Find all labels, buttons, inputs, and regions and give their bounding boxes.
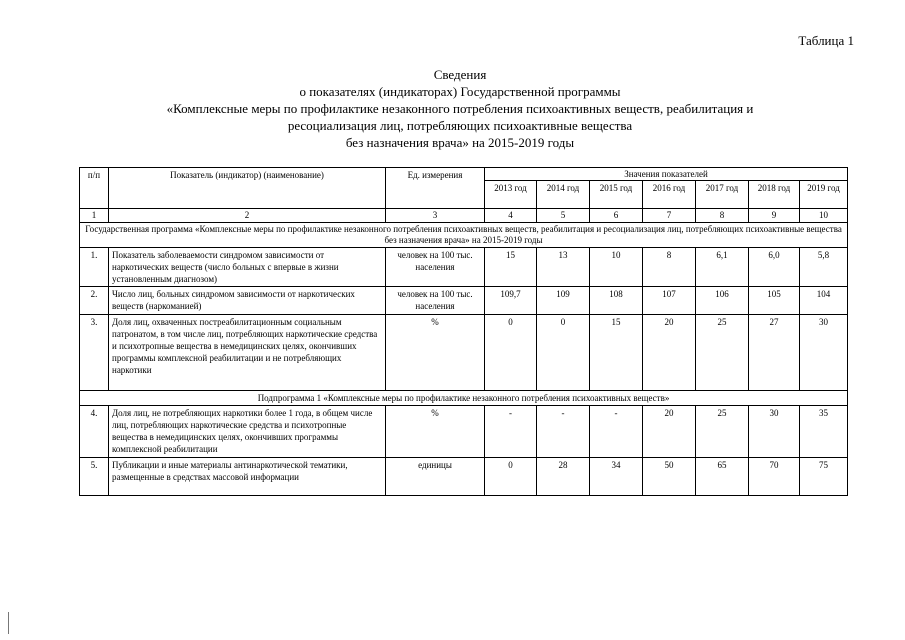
row-number: 1. (80, 248, 109, 287)
row-value-2015: 10 (590, 248, 643, 287)
row-value-2019: 104 (800, 287, 848, 315)
row-value-2019: 75 (800, 458, 848, 496)
heading-line-5: без назначения врача» на 2015-2019 годы (345, 135, 575, 150)
row-unit: человек на 100 тыс. населения (386, 287, 485, 315)
row-number: 3. (80, 315, 109, 391)
header-num: п/п (80, 168, 109, 209)
row-value-2017: 6,1 (696, 248, 749, 287)
row-value-2015: 34 (590, 458, 643, 496)
row-unit: единицы (386, 458, 485, 496)
row-unit: % (386, 315, 485, 391)
header-year-2017: 2017 год (696, 181, 749, 209)
row-value-2017: 25 (696, 406, 749, 458)
subprogram-title-row (80, 391, 848, 406)
row-indicator: Доля лиц, не потребляющих наркотики более 1 года, в общем числе лиц, потребляющих наркотические средства и психотропные вещества в немедицинских целях, окончивших программы комплексной реабилитации (109, 406, 386, 458)
row-value-2014: 13 (537, 248, 590, 287)
column-number: 6 (590, 209, 643, 223)
header-year-2013: 2013 год (485, 181, 537, 209)
column-number: 2 (109, 209, 386, 223)
header-indicator: Показатель (индикатор) (наименование) (109, 168, 386, 209)
row-value-2015: 108 (590, 287, 643, 315)
header-unit: Ед. измерения (386, 168, 485, 209)
subprogram-title: Подпрограмма 1 «Комплексные меры по профилактике незаконного потребления психоактивных веществ» (80, 391, 848, 406)
row-value-2014: 28 (537, 458, 590, 496)
row-value-2016: 20 (643, 315, 696, 391)
program-title-row (80, 223, 848, 248)
row-value-2017: 25 (696, 315, 749, 391)
header-values-group: Значения показателей (485, 168, 848, 181)
row-value-2018: 70 (749, 458, 800, 496)
heading-line-2: о показателях (индикаторах) Государственной программы (299, 84, 621, 99)
heading-line-4: ресоциализация лиц, потребляющих психоактивные вещества (287, 118, 633, 133)
table-row (80, 406, 848, 458)
row-value-2019: 35 (800, 406, 848, 458)
row-value-2018: 105 (749, 287, 800, 315)
row-value-2018: 27 (749, 315, 800, 391)
row-indicator: Доля лиц, охваченных постреабилитационным социальным патронатом, в том числе лиц, потребляющих наркотические средства и психотропные вещества в немедицинских целях, окончивших программы комплексной реабилитации и не потребляющих наркотики (109, 315, 386, 391)
row-value-2018: 6,0 (749, 248, 800, 287)
row-value-2019: 5,8 (800, 248, 848, 287)
row-value-2015: - (590, 406, 643, 458)
row-value-2013: 15 (485, 248, 537, 287)
row-value-2017: 106 (696, 287, 749, 315)
row-value-2014: 109 (537, 287, 590, 315)
column-number-row (80, 209, 848, 223)
row-value-2017: 65 (696, 458, 749, 496)
column-number: 10 (800, 209, 848, 223)
heading-line-3: «Комплексные меры по профилактике незаконного потребления психоактивных веществ, реабилитация и (166, 101, 754, 116)
row-unit: человек на 100 тыс. населения (386, 248, 485, 287)
header-year-2018: 2018 год (749, 181, 800, 209)
row-value-2016: 20 (643, 406, 696, 458)
row-value-2013: 0 (485, 315, 537, 391)
header-year-2016: 2016 год (643, 181, 696, 209)
row-value-2013: - (485, 406, 537, 458)
row-number: 2. (80, 287, 109, 315)
table-row (80, 287, 848, 315)
header-year-2014: 2014 год (537, 181, 590, 209)
row-value-2018: 30 (749, 406, 800, 458)
table-row (80, 248, 848, 287)
column-number: 1 (80, 209, 109, 223)
heading-line-1: Сведения (433, 67, 487, 82)
row-number: 5. (80, 458, 109, 496)
header-year-2015: 2015 год (590, 181, 643, 209)
row-value-2016: 8 (643, 248, 696, 287)
column-number: 5 (537, 209, 590, 223)
column-number: 8 (696, 209, 749, 223)
table-row (80, 315, 848, 391)
column-number: 4 (485, 209, 537, 223)
column-number: 3 (386, 209, 485, 223)
table-number-label: Таблица 1 (798, 33, 854, 48)
program-title: Государственная программа «Комплексные меры по профилактике незаконного потребления психоактивных веществ, реабилитация и ресоциализация лиц, потребляющих психоактивные вещества без назначения врача» на 2015-2019 годы (80, 223, 848, 248)
row-indicator: Публикации и иные материалы антинаркотической тематики, размещенные в средствах массовой информации (109, 458, 386, 496)
row-value-2014: 0 (537, 315, 590, 391)
table-row (80, 458, 848, 496)
column-number: 7 (643, 209, 696, 223)
row-number: 4. (80, 406, 109, 458)
row-value-2016: 50 (643, 458, 696, 496)
scan-edge-mark (8, 612, 10, 634)
row-value-2016: 107 (643, 287, 696, 315)
header-row-1 (80, 168, 848, 181)
row-value-2014: - (537, 406, 590, 458)
document-heading (100, 66, 820, 151)
row-indicator: Показатель заболеваемости синдромом зависимости от наркотических веществ (число больных с впервые в жизни установленным диагнозом) (109, 248, 386, 287)
row-indicator: Число лиц, больных синдромом зависимости от наркотических веществ (наркоманией) (109, 287, 386, 315)
indicators-table (79, 167, 848, 496)
row-value-2013: 109,7 (485, 287, 537, 315)
row-unit: % (386, 406, 485, 458)
header-year-2019: 2019 год (800, 181, 848, 209)
column-number: 9 (749, 209, 800, 223)
row-value-2015: 15 (590, 315, 643, 391)
row-value-2019: 30 (800, 315, 848, 391)
row-value-2013: 0 (485, 458, 537, 496)
